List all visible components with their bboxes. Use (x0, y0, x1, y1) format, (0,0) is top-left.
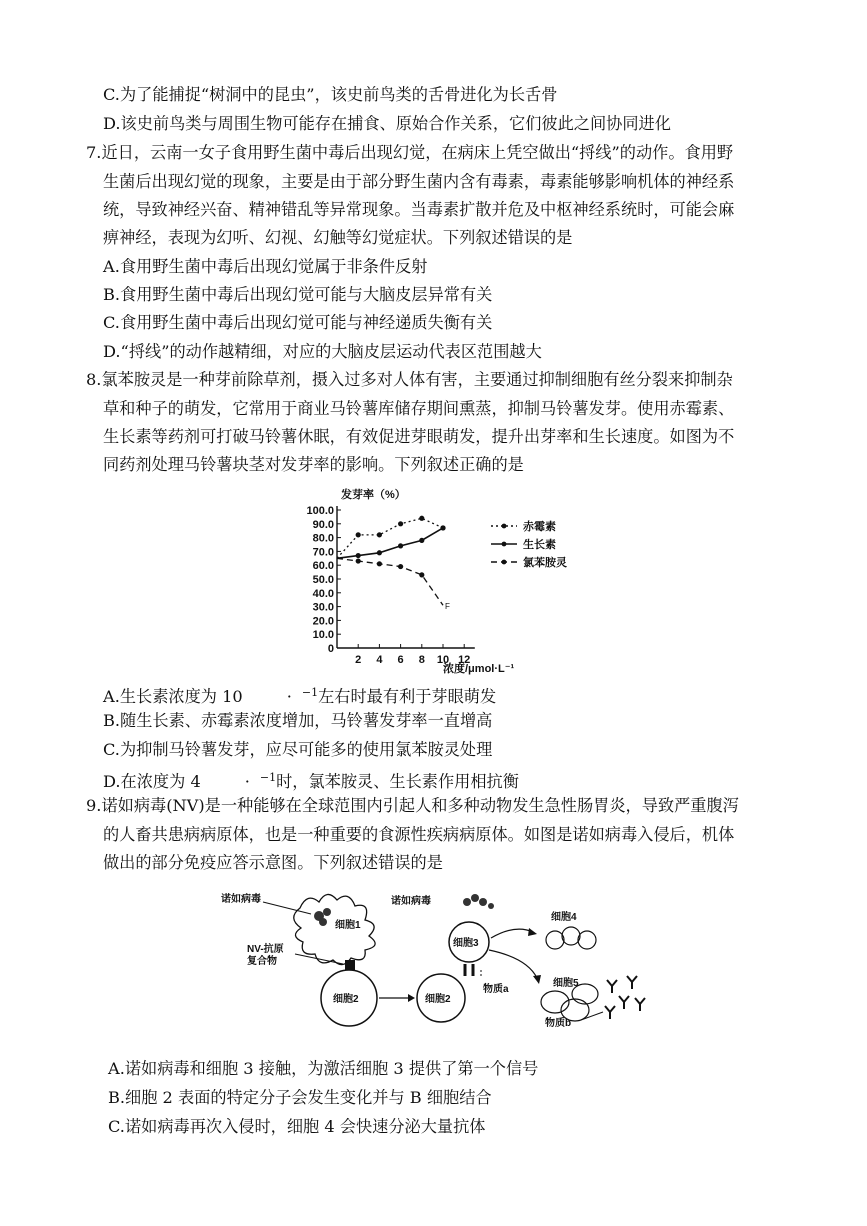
data-point (398, 564, 403, 569)
data-point (419, 538, 424, 543)
virus1-pointer (263, 902, 311, 914)
q8-stem-line-4: 同药剂处理马铃薯块茎对发芽率的影响。下列叙述正确的是 (103, 455, 524, 474)
y-tick-label: 70.0 (312, 546, 334, 559)
q9-stem-line-1: 9.诺如病毒(NV)是一种能够在全球范围内引起人和多种动物发生急性肠胃炎，导致严重腹泻 (86, 796, 739, 815)
q8-stem-line-3: 生长素等药剂可打破马铃薯休眠，有效促进芽眼萌发，提升出芽率和生长速度。如图为不 (103, 427, 735, 446)
series-line-2 (337, 558, 443, 605)
q8-option-d (103, 767, 519, 793)
point-label: F (445, 602, 450, 612)
q7-option-c: C.食用野生菌中毒后出现幻觉可能与神经递质失衡有关 (103, 313, 493, 332)
q8-option-d-prefix: D.在浓度为 4 (103, 772, 201, 791)
cell4-cluster (546, 927, 596, 949)
antibody-icons (605, 976, 645, 1019)
q8-option-a-suffix: 左右时最有利于芽眼萌发 (318, 687, 497, 706)
data-point (377, 532, 382, 537)
q8-option-d-dot: · (244, 772, 250, 791)
y-tick-label: 10.0 (312, 629, 334, 642)
complex-label-line2: 复合物 (247, 956, 277, 967)
q8-option-a-prefix: A.生长素浓度为 10 (103, 687, 243, 706)
q7-option-b: B.食用野生菌中毒后出现幻觉可能与大脑皮层异常有关 (103, 285, 493, 304)
x-tick-label: 6 (397, 654, 404, 666)
q7-stem-line-3: 统，导致神经兴奋、精神错乱等异常现象。当毒素扩散并危及中枢神经系统时，可能会麻 (103, 200, 735, 219)
q6-option-d: D.该史前鸟类与周围生物可能存在捕食、原始合作关系，它们彼此之间协同进化 (103, 114, 671, 133)
legend-label: 赤霉素 (523, 521, 556, 533)
x-tick-label: 2 (355, 654, 362, 666)
y-axis-label: 发芽率（%） (341, 489, 406, 501)
q8-stem-line-1: 8.氯苯胺灵是一种芽前除草剂，摄入过多对人体有害，主要通过抑制细胞有丝分裂来抑制杂 (86, 370, 733, 389)
data-point (356, 558, 361, 563)
x-tick-label: 4 (376, 654, 383, 666)
x-tick-label: 10 (436, 654, 450, 666)
q7-option-d: D.“捋线”的动作越精细，对应的大脑皮层运动代表区范围越大 (103, 342, 542, 361)
arrow-cell3-to-cell5 (489, 950, 537, 978)
cell5-cluster (541, 984, 598, 1021)
receptor-icon (345, 960, 355, 970)
data-point (398, 543, 403, 548)
data-point (356, 553, 361, 558)
q9-stem-line-3: 做出的部分免疫应答示意图。下列叙述错误的是 (103, 853, 443, 872)
x-tick-label: 12 (458, 654, 471, 666)
data-point (377, 561, 382, 566)
chart-axes (306, 487, 514, 675)
q8-stem-line-2: 草和种子的萌发，它常用于商业马铃薯库储存期间熏蒸，抑制马铃薯发芽。使用赤霉素、 (103, 399, 735, 418)
y-tick-label: 20.0 (312, 615, 334, 628)
q9-option-b: B.细胞 2 表面的特定分子会发生变化并与 B 细胞结合 (108, 1088, 492, 1107)
legend-label: 氯苯胺灵 (523, 557, 567, 569)
data-point (377, 550, 382, 555)
cell2b-label: 细胞2 (425, 994, 451, 1005)
data-point (398, 521, 403, 526)
q7-stem-line-4: 痹神经，表现为幻听、幻视、幻触等幻觉症状。下列叙述错误的是 (103, 228, 573, 247)
q7-stem-line-2: 生菌后出现幻觉的现象，主要是由于部分野生菌内含有毒素，毒素能够影响机体的神经系 (103, 172, 735, 191)
series-line-0 (337, 518, 443, 558)
data-point (440, 525, 445, 530)
germination-rate-chart (295, 484, 595, 684)
q8-option-a (103, 682, 496, 708)
series-line-1 (337, 528, 443, 558)
y-tick-label: 40.0 (312, 587, 334, 600)
cell2a-label: 细胞2 (333, 994, 359, 1005)
q7-stem-line-1: 7.近日，云南一女子食用野生菌中毒后出现幻觉，在病床上凭空做出“捋线”的动作。食用野 (86, 143, 734, 162)
complex-label-line1: NV-抗原 (247, 944, 284, 955)
substance-a-label: 物质a (483, 984, 509, 995)
q8-option-d-suffix: 时，氯苯胺灵、生长素作用相抗衡 (276, 772, 519, 791)
y-tick-label: 0 (327, 643, 334, 655)
y-tick-label: 30.0 (312, 601, 334, 614)
y-tick-label: 80.0 (312, 532, 334, 545)
x-tick-label: 8 (418, 654, 425, 666)
legend-marker (502, 524, 507, 529)
q9-option-a: A.诺如病毒和细胞 3 接触，为激活细胞 3 提供了第一个信号 (108, 1059, 539, 1078)
arrow-head-icon (528, 928, 537, 936)
virus-particle-icon (463, 894, 494, 909)
y-tick-label: 60.0 (312, 560, 334, 573)
q9-option-c: C.诺如病毒再次入侵时，细胞 4 会快速分泌大量抗体 (108, 1117, 486, 1136)
chart-legend (491, 519, 567, 569)
data-point (419, 572, 424, 577)
q8-option-d-exponent: −1 (259, 771, 277, 784)
q8-option-a-exponent: −1 (301, 686, 319, 699)
chart-series (337, 516, 450, 612)
arrow-head-icon (408, 994, 415, 1002)
q9-stem-line-2: 的人畜共患病病原体，也是一种重要的食源性疾病病原体。如图是诺如病毒入侵后，机体 (103, 825, 735, 844)
legend-label: 生长素 (523, 539, 556, 551)
substance-b-label: 物质b (545, 1018, 572, 1029)
virus-particle-icon (314, 908, 331, 926)
q7-option-a: A.食用野生菌中毒后出现幻觉属于非条件反射 (103, 257, 428, 276)
y-tick-label: 50.0 (312, 574, 334, 586)
virus2-label: 诺如病毒 (391, 896, 431, 907)
cell1-label: 细胞1 (335, 920, 361, 931)
data-point (419, 516, 424, 521)
q6-option-c: C.为了能捕捉“树洞中的昆虫”，该史前鸟类的舌骨进化为长舌骨 (103, 85, 558, 104)
q8-option-b: B.随生长素、赤霉素浓度增加，马铃薯发芽率一直增高 (103, 711, 493, 730)
y-tick-label: 100.0 (306, 505, 334, 517)
virus1-label: 诺如病毒 (221, 894, 261, 905)
substance-b-pointer (581, 1012, 603, 1020)
arrow-head-icon (533, 975, 541, 984)
q8-option-c: C.为抑制马铃薯发芽，应尽可能多的使用氯苯胺灵处理 (103, 740, 493, 759)
cell3-label: 细胞3 (453, 938, 479, 949)
y-tick-label: 90.0 (312, 518, 334, 531)
cell5-label: 细胞5 (553, 978, 579, 989)
q8-option-a-dot: · (286, 687, 292, 706)
x-axis-label: 浓度/μmol·L⁻¹ (443, 663, 515, 675)
data-point (356, 532, 361, 537)
legend-marker (502, 560, 507, 565)
immune-response-diagram (215, 880, 665, 1030)
cell4-label: 细胞4 (551, 912, 577, 923)
complex-pointer (295, 954, 343, 964)
legend-marker (502, 542, 507, 547)
arrow-cell3-to-cell4 (491, 929, 533, 938)
